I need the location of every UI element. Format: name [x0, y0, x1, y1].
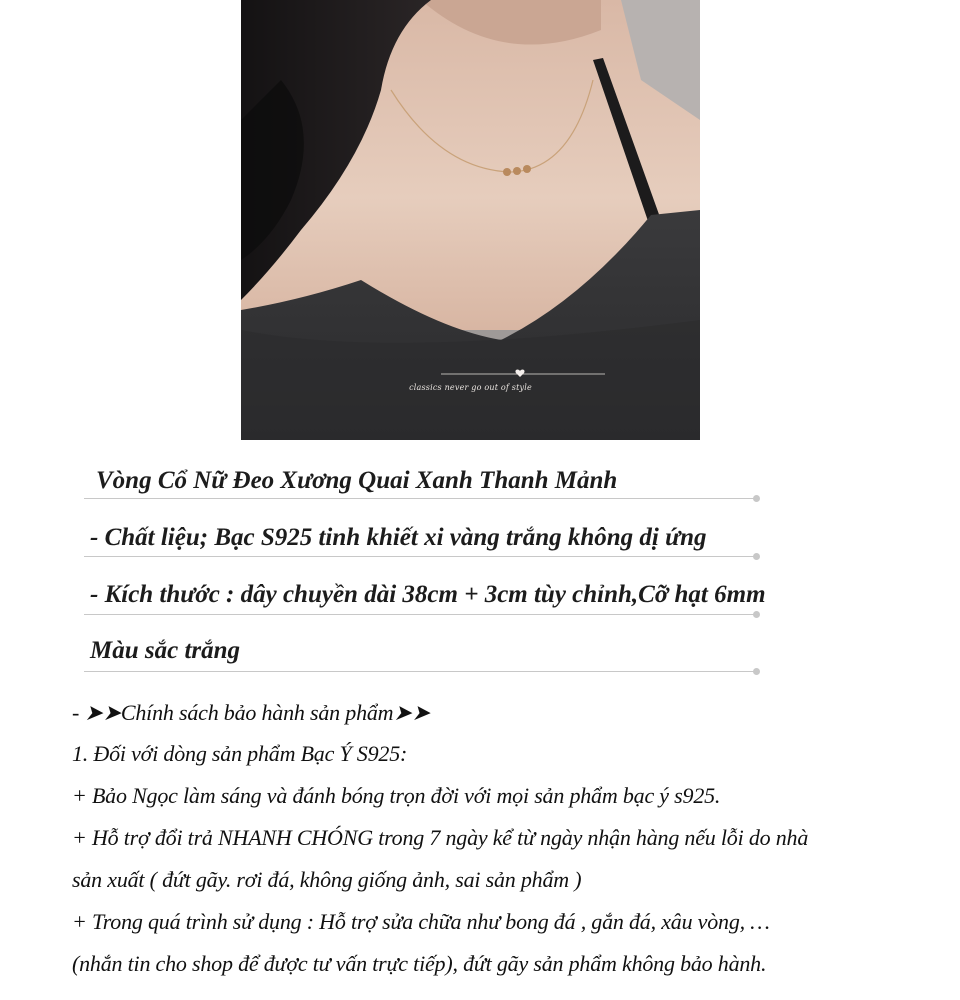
photo-tagline: classics never go out of style [409, 383, 532, 392]
photo-illustration [241, 0, 700, 440]
product-material: - Chất liệu; Bạc S925 tinh khiết xi vàng trắng không dị ứng [90, 524, 707, 551]
necklace-bead [523, 165, 531, 173]
policy-line: sản xuất ( đứt gãy. rơi đá, không giống ảnh, sai sản phẩm ) [72, 867, 582, 892]
policy-line: (nhắn tin cho shop để được tư vấn trực tiếp), đứt gãy sản phẩm không bảo hành. [72, 951, 767, 976]
divider [84, 556, 756, 557]
policy-line: + Bảo Ngọc làm sáng và đánh bóng trọn đời với mọi sản phẩm bạc ý s925. [72, 783, 721, 808]
policy-line: 1. Đối với dòng sản phẩm Bạc Ý S925: [72, 741, 408, 766]
policy-line: + Hỗ trợ đổi trả NHANH CHÓNG trong 7 ngày kể từ ngày nhận hàng nếu lỗi do nhà [72, 825, 809, 850]
product-color: Màu sắc trắng [90, 637, 241, 664]
necklace-bead [503, 168, 511, 176]
necklace-bead [513, 167, 521, 175]
product-size: - Kích thước : dây chuyền dài 38cm + 3cm tùy chỉnh,Cỡ hạt 6mm [90, 581, 766, 608]
divider [84, 614, 756, 615]
product-title: Vòng Cổ Nữ Đeo Xương Quai Xanh Thanh Mảnh [96, 467, 618, 494]
divider [84, 671, 756, 672]
policy-heading: - ➤➤Chính sách bảo hành sản phẩm➤➤ [72, 700, 430, 725]
policy-line: + Trong quá trình sử dụng : Hỗ trợ sửa chữa như bong đá , gắn đá, xâu vòng, … [72, 909, 770, 934]
product-photo [241, 0, 700, 440]
divider [84, 498, 756, 499]
